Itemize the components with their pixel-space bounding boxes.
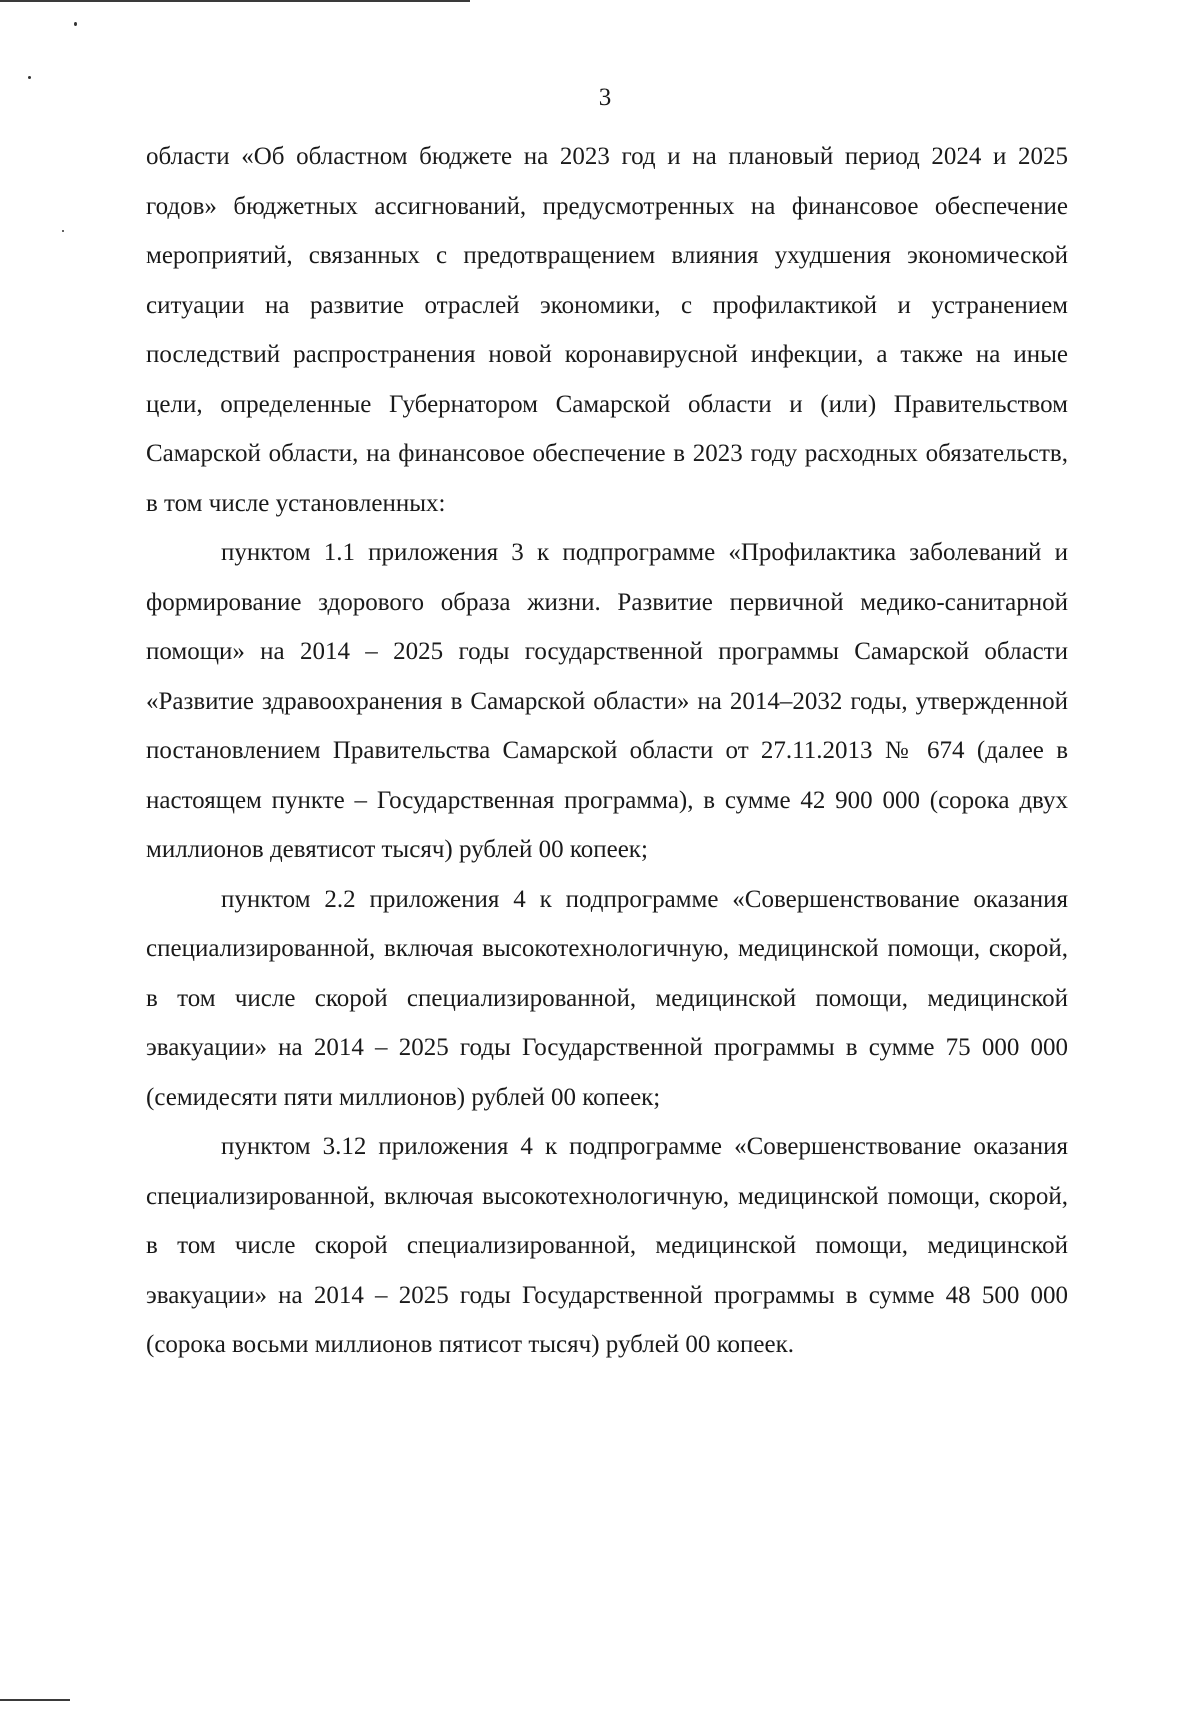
paragraph-item-3-12: пунктом 3.12 приложения 4 к подпрограмме «Совершенствование оказания специализированной, включая высокотехнологичную, медицинской помощи, скорой, в том числе скорой специализированной, медицинской помощи, медицинской эвакуации» на 2014 – 2025 годы Государственной программы в сумме 48 500 000 (сорока восьми миллионов пятисот тысяч) рублей 00 копеек.	[146, 1133, 1068, 1358]
paragraph-item-1-1: пунктом 1.1 приложения 3 к подпрограмме «Профилактика заболеваний и формирование здорового образа жизни. Развитие первичной медико-санитарной помощи» на 2014 – 2025 годы государственной программы Самарской области «Развитие здравоохранения в Самарской области» на 2014–2032 годы, утвержденной постановлением Правительства Самарской области от 27.11.2013 № 674 (далее в настоящем пункте – Государственная программа), в сумме 42 900 000 (сорока двух миллионов девятисот тысяч) рублей 00 копеек;	[146, 539, 1068, 863]
scan-speck	[74, 22, 77, 26]
scan-edge-top	[0, 0, 470, 2]
scan-edge-bottom	[0, 1699, 70, 1701]
document-body	[146, 132, 1068, 1370]
paragraph-item-2-2: пунктом 2.2 приложения 4 к подпрограмме «Совершенствование оказания специализированной, включая высокотехнологичную, медицинской помощи, скорой, в том числе скорой специализированной, медицинской помощи, медицинской эвакуации» на 2014 – 2025 годы Государственной программы в сумме 75 000 000 (семидесяти пяти миллионов) рублей 00 копеек;	[146, 885, 1068, 1111]
page-number: 3	[598, 84, 612, 111]
paragraph-continuation: области «Об областном бюджете на 2023 год и на плановый период 2024 и 2025 годов» бюджетных ассигнований, предусмотренных на финансовое обеспечение мероприятий, связанных с предотвращением влияния ухудшения экономической ситуации на развитие отраслей экономики, с профилактикой и устранением последствий распространения новой коронавирусной инфекции, а также на иные цели, определенные Губернатором Самарской области и (или) Правительством Самарской области, на финансовое обеспечение в 2023 году расходных обязательств, в том числе установленных:	[146, 143, 1068, 517]
scan-speck	[28, 76, 31, 79]
scan-speck	[62, 230, 64, 232]
